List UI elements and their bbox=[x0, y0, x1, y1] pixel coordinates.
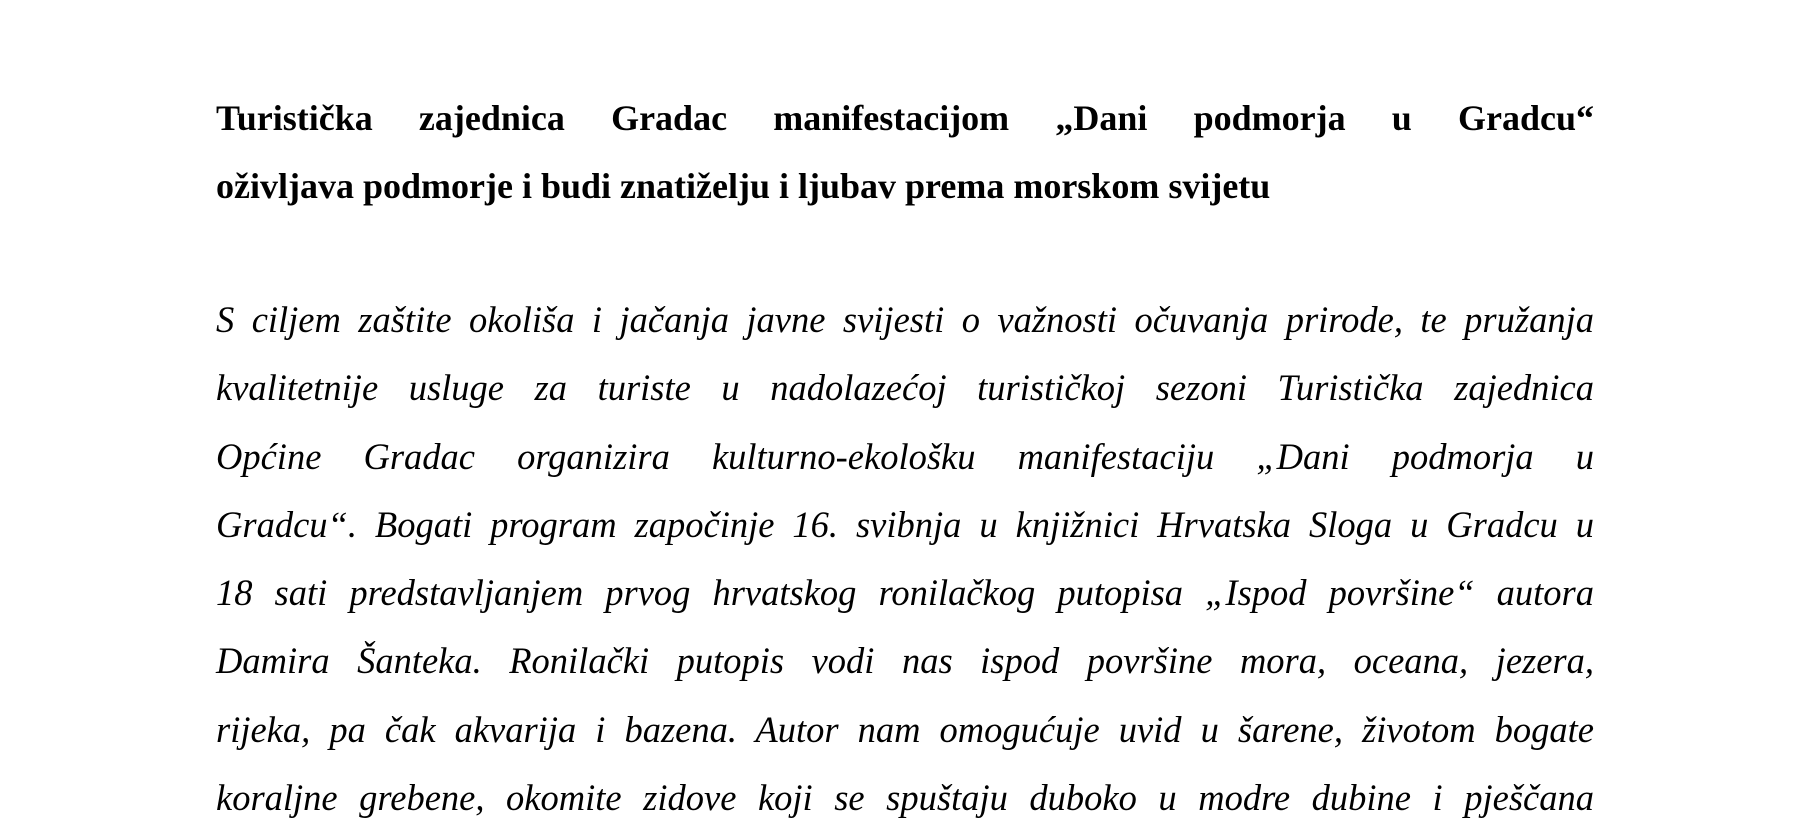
paragraph-line: Općine Gradac organizira kulturno-ekološku manifestaciju „Dani podmorja u bbox=[216, 435, 1594, 477]
paragraph-line: S ciljem zaštite okoliša i jačanja javne svijesti o važnosti očuvanja prirode, te pružanja bbox=[216, 299, 1594, 340]
paragraph-line: koraljne grebene, okomite zidove koji se spuštaju duboko u modre dubine i pješčana bbox=[216, 777, 1594, 819]
headline-line: Turistička zajednica Gradac manifestacijom „Dani podmorja u Gradcu“ bbox=[216, 98, 1594, 138]
body-paragraph bbox=[216, 286, 1594, 832]
paragraph-line: rijeka, pa čak akvarija i bazena. Autor nam omogućuje uvid u šarene, životom bogate bbox=[216, 708, 1594, 750]
headline bbox=[216, 84, 1594, 220]
document-content bbox=[216, 84, 1594, 832]
headline-line: oživljava podmorje i budi znatiželju i ljubav prema morskom svijetu bbox=[216, 166, 1271, 206]
paragraph-line: 18 sati predstavljanjem prvog hrvatskog ronilačkog putopisa „Ispod površine“ autora bbox=[216, 572, 1594, 614]
paragraph-line: kvalitetnije usluge za turiste u nadolazećoj turističkoj sezoni Turistička zajednica bbox=[216, 367, 1594, 409]
paragraph-line: Damira Šanteka. Ronilački putopis vodi nas ispod površine mora, oceana, jezera, bbox=[216, 640, 1594, 682]
paragraph-line: Gradcu“. Bogati program započinje 16. svibnja u knjižnici Hrvatska Sloga u Gradcu u bbox=[216, 503, 1594, 545]
